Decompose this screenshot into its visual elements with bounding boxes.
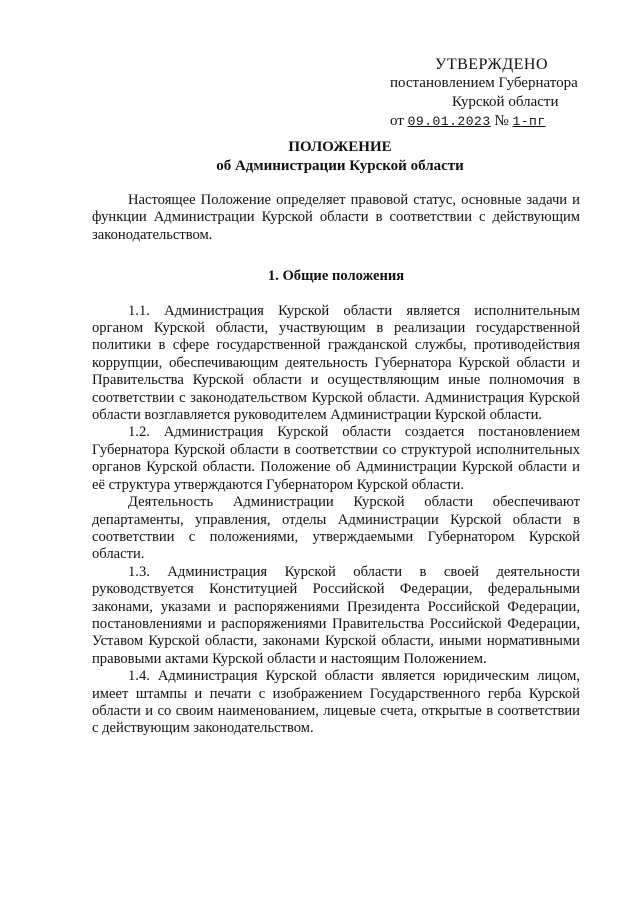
- approval-number-prefix: №: [494, 113, 509, 129]
- section-heading: 1. Общие положения: [267, 268, 405, 285]
- document-title: ПОЛОЖЕНИЕ: [288, 139, 392, 155]
- paragraph-1-3: 1.3. Администрация Курской области в своей деятельности руководствуется Конституцией Российской Федерации, федеральными законами, указами и распоряжениями Президента Российской Федерации, постановлениями и распоряжениями Правительства Российской Федерации, Уставом Курской области, законами Курской области, иными нормативными правовыми актами Курской области и настоящим Положением.: [92, 563, 580, 667]
- approval-line-1: постановлением Губернатора: [390, 75, 578, 91]
- paragraph-activity: Деятельность Администрации Курской области обеспечивают департаменты, управления, отделы Администрации Курской области в соответствии с положениями, утверждаемыми Губернатором Курской области.: [92, 494, 580, 563]
- approval-stamp: [380, 55, 600, 131]
- paragraph-1-4: 1.4. Администрация Курской области является юридическим лицом, имеет штампы и печати с изображением Государственного герба Курской области и со своим наименованием, лицевые счета, открытые в соответствии с действующим законодательством.: [92, 668, 580, 737]
- approval-date-prefix: от: [390, 113, 404, 129]
- approval-line-2: Курской области: [452, 94, 559, 110]
- paragraph-1-2: 1.2. Администрация Курской области создается постановлением Губернатора Курской области в соответствии со структурой исполнительных органов Курской области. Положение об Администрации Курской области и её структура утверждаются Губернатором Курской области.: [92, 424, 580, 493]
- document-heading: [0, 138, 640, 176]
- approval-date-line: [380, 112, 600, 131]
- intro-paragraph: Настоящее Положение определяет правовой статус, основные задачи и функции Администрации Курской области в соответствии с действующим законодательством.: [92, 192, 580, 243]
- document-body: [92, 192, 580, 738]
- paragraph-1-1: 1.1. Администрация Курской области является исполнительным органом Курской области, участвующим в реализации государственной политики в сфере государственной гражданской службы, противодействия коррупции, обеспечивающим деятельность Губернатора Курской области и Правительства Курской области и осуществляющим иные полномочия в соответствии с законодательством Курской области. Администрация Курской области возглавляется руководителем Администрации Курской области.: [92, 302, 580, 424]
- approval-number: 1-пг: [512, 114, 546, 129]
- document-subtitle: об Администрации Курской области: [216, 158, 464, 174]
- approval-title: УТВЕРЖДЕНО: [435, 56, 549, 73]
- approval-date: 09.01.2023: [407, 114, 491, 129]
